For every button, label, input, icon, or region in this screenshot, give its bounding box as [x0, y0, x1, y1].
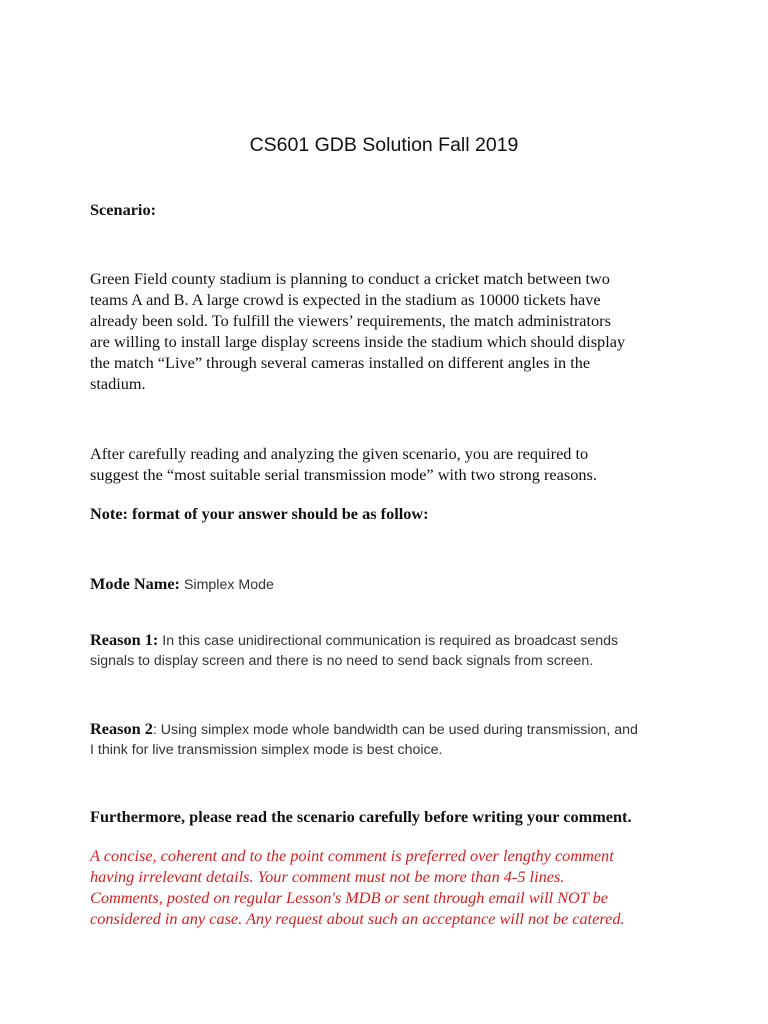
instruction-line: After carefully reading and analyzing the given scenario, you are required to [90, 444, 589, 463]
scenario-label: Scenario: [90, 200, 157, 219]
mode-name-row [90, 573, 690, 594]
scenario-line: teams A and B. A large crowd is expected in the stadium as 10000 tickets have [90, 290, 601, 309]
reason-2-text-line: : Using simplex mode whole bandwidth can be used during transmission, and [152, 722, 638, 738]
comment-guideline-line: having irrelevant details. Your comment must not be more than 4-5 lines. [90, 867, 565, 886]
comment-guideline-line: Comments, posted on regular Lesson's MDB or sent through email will NOT be [90, 888, 609, 907]
reason-1 [90, 629, 690, 671]
scenario-line: already been sold. To fulfill the viewers’ requirements, the match administrators [90, 311, 611, 330]
reason-1-text-line: signals to display screen and there is no need to send back signals from screen. [90, 653, 594, 669]
mode-name-value: Simplex Mode [183, 577, 274, 593]
reason-2 [90, 718, 690, 760]
reason-1-label: Reason 1: [90, 630, 159, 649]
reason-2-label: Reason 2 [90, 719, 153, 738]
format-note: Note: format of your answer should be as follow: [90, 504, 429, 523]
furthermore-note: Furthermore, please read the scenario carefully before writing your comment. [90, 807, 632, 826]
scenario-line: the match “Live” through several cameras installed on different angles in the [90, 353, 591, 372]
comment-guideline-line: A concise, coherent and to the point comment is preferred over lengthy comment [90, 846, 614, 865]
scenario-line: are willing to install large display screens inside the stadium which should display [90, 332, 626, 351]
scenario-line: stadium. [90, 374, 146, 393]
scenario-line: Green Field county stadium is planning to conduct a cricket match between two [90, 269, 610, 288]
page-title: CS601 GDB Solution Fall 2019 [249, 134, 519, 156]
reason-2-text-line: I think for live transmission simplex mode is best choice. [90, 742, 443, 758]
reason-1-text-line: In this case unidirectional communication is required as broadcast sends [162, 633, 619, 649]
mode-name-label: Mode Name: [90, 574, 180, 593]
instruction-line: suggest the “most suitable serial transmission mode” with two strong reasons. [90, 465, 597, 484]
instruction-paragraph [90, 443, 690, 485]
comment-guideline-line: considered in any case. Any request about such an acceptance will not be catered. [90, 909, 625, 928]
comment-guidelines [90, 845, 690, 929]
scenario-paragraph [90, 268, 690, 394]
